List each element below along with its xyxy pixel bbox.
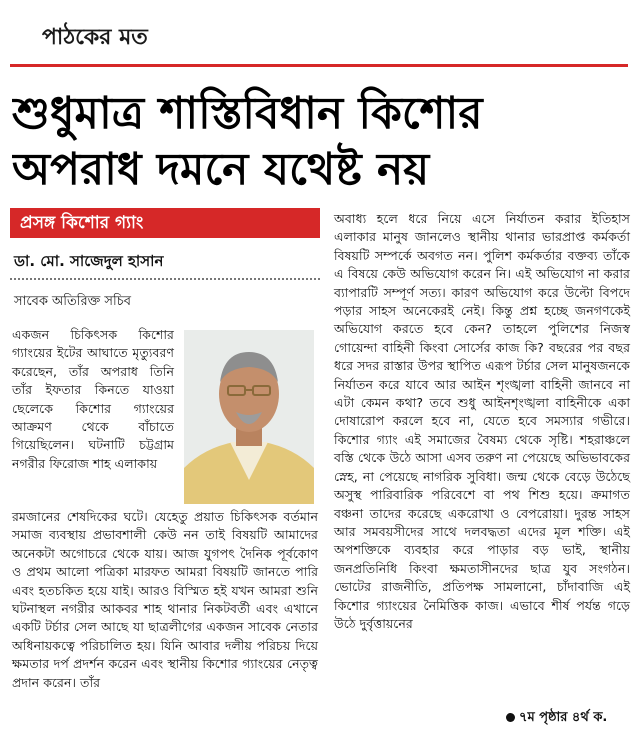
bullet-icon — [506, 713, 515, 722]
continued-note — [506, 708, 607, 729]
headline-line-1: শুধুমাত্র শাস্তিবিধান কিশোর — [12, 88, 483, 139]
headline-line-2: অপরাধ দমনে যথেষ্ট নয় — [12, 144, 430, 195]
article-column-1-bottom: রমজানের শেষদিকের ঘটে। যেহেতু প্রয়াত চিকিৎসক বর্তমান সমাজ ব্যবস্থায় প্রভাবশালী কেউ নন তাই বিষয়টি আমাদের অনেকটা অগোচরে থেকে যায়। আজ যুগপৎ দৈনিক পূর্বকোণ ও প্রথম আলো পত্রিকা মারফত আমরা বিষয়টি জানতে পারি এবং হতচকিত হয়ে যাই। আরও বিস্মিত হই যখন আমরা শুনি ঘটনাস্থল নগরীর আকবর শাহ থানার নিকটবর্তী এবং এখানে একটি টর্চার সেল আছে যা ছাত্রলীগের একজন সাবেক নেতার অধিনায়কত্বে পরিচালিত হয়। যিনি আবার দলীয় পরিচয় দিয়ে ক্ষমতার দর্প প্রদর্শন করেন এবং স্থানীয় কিশোর গ্যাংয়ের নেতৃত্ব প্রদান করেন। তাঁর — [12, 509, 318, 690]
byline-divider — [10, 278, 320, 280]
section-title: পাঠকের মত — [42, 25, 148, 50]
article-column-1-top: একজন চিকিৎসক কিশোর গ্যাংয়ের ইটের আঘাতে মৃত্যুবরণ করেছেন, তাঁর অপরাধ তিনি তাঁর ইফতার কিনতে যাওয়া ছেলেকে কিশোর গ্যাংয়ের আক্রমণ থেকে বাঁচাতে গিয়েছিলেন। ঘটনাটি চট্টগ্রাম নগরীর ফিরোজ শাহ এলাকায় — [12, 327, 174, 471]
author-designation: সাবেক অতিরিক্ত সচিব — [14, 294, 131, 309]
author-photo — [184, 330, 314, 504]
author-name: ডা. মো. সাজেদুল হাসান — [14, 252, 164, 270]
header-divider — [10, 64, 628, 67]
topic-banner: প্রসঙ্গ কিশোর গ্যাং — [10, 208, 320, 238]
headline — [12, 86, 632, 198]
article-column-2: অবাধ্য হলে ধরে নিয়ে এসে নির্যাতন করার ইতিহাস এলাকার মানুষ জানলেও স্থানীয় থানার ভারপ্রাপ্ত কর্মকর্তা বিষয়টি সম্পর্কে অবগত নন। পুলিশ কর্মকর্তার বক্তব্য তাঁকে এ বিষয়ে কেউ অভিযোগ করেন নি। এই অভিযোগ না করার ব্যাপারটি সম্পূর্ণ সত্য। কারণ অভিযোগ করে উল্টো বিপদে পড়ার সাহস অনেকেরই নেই। কিন্তু প্রশ্ন হচ্ছে জনগণকেই অভিযোগ করতে হবে কেন? তাহলে পুলিশের নিজস্ব গোয়েন্দা বাহিনী কিংবা সোর্সের কাজ কি? বছরের পর বছর ধরে সদর রাস্তার উপর স্থাপিত এরূপ টর্চার সেল মানুষজনকে নির্যাতন করে যাবে আর আইন শৃংঙ্খলা বাহিনী জানবে না এটা কেমন কথা? তবে শুধু আইনশৃংঙ্খলা বাহিনীকে একা দোষারোপ করলে হবে না, যেতে হবে সমস্যার গভীরে। কিশোর গ্যাং এই সমাজের বৈষম্য থেকে সৃষ্টি। শহরাঞ্চলে বস্তি থেকে উঠে আসা এসব তরুণ না পেয়েছে অভিভাবকের স্নেহ, না পেয়েছে নাগরিক সুবিধা। জন্ম থেকে বেড়ে উঠেছে অসুস্থ পারিবারিক পরিবেশে বা পথ শিশু হয়ে। ক্রমাগত বঞ্চনা তাদের করেছে একরোখা ও বেপরোয়া। দুরন্ত সাহস আর সমবয়সীদের সাথে দলবদ্ধতা এদের মূল শক্তি। এই অপশক্তিকে ব্যবহার করে পাড়ার বড় ভাই, স্থানীয় জনপ্রতিনিধি কিংবা ক্ষমতাসীনদের ছাত্র যুব সংগঠন। ভোটের রাজনীতি, প্রতিপক্ষ সামলানো, চাঁদাবাজি এই কিশোর গ্যাংয়ের নৈমিত্তিক কাজ। এভাবে শীর্ষ পর্যন্ত গড়ে উঠে দুর্বৃত্তায়নের — [334, 211, 630, 631]
continued-label: ৭ম পৃষ্ঠার ৪র্থ ক. — [519, 710, 608, 725]
